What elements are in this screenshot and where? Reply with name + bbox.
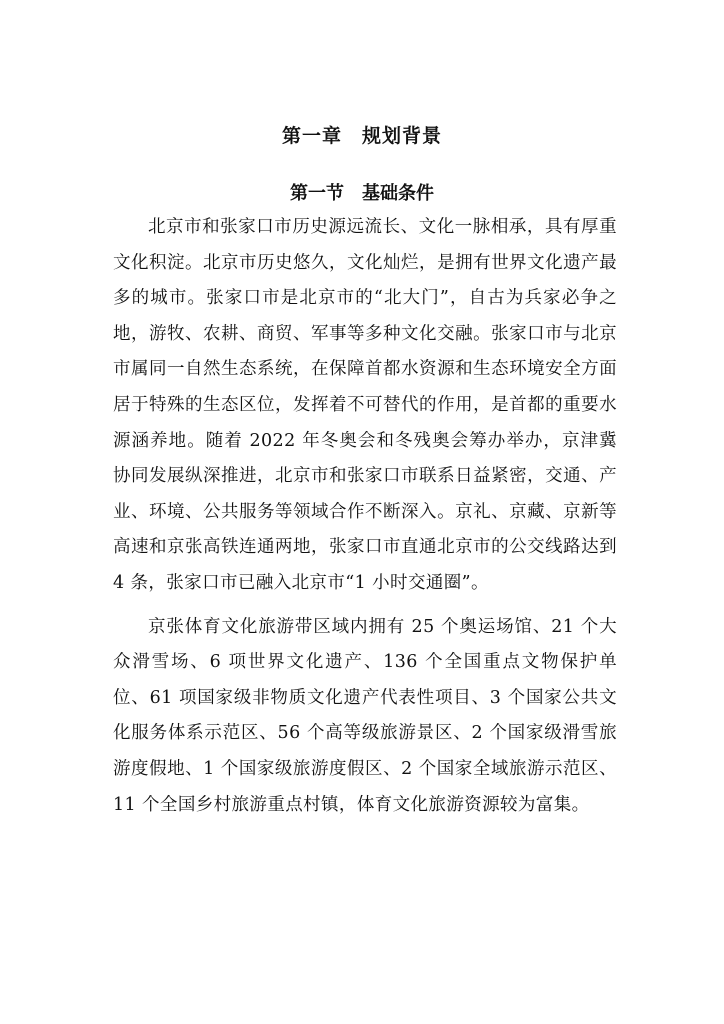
paragraph-resources: 京张体育文化旅游带区域内拥有 25 个奥运场馆、21 个大众滑雪场、6 项世界文化遗产、136 个全国重点文物保护单位、61 项国家级非物质文化遗产代表性项目、3 个国家公共文化服务体系示范区、56 个高等级旅游景区、2 个国家级滑雪旅游度假地、1 个国家级旅游度假区、2 个国家全域旅游示范区、11 个全国乡村旅游重点村镇，体育文化旅游资源较为富集。 [113,616,617,815]
body-text [113,210,617,823]
paragraph-background: 北京市和张家口市历史源远流长、文化一脉相承，具有厚重文化积淀。北京市历史悠久，文化灿烂，是拥有世界文化遗产最多的城市。张家口市是北京市的“北大门”，自古为兵家必争之地，游牧、农耕、商贸、军事等多种文化交融。张家口市与北京市属同一自然生态系统，在保障首都水资源和生态环境安全方面居于特殊的生态区位，发挥着不可替代的作用，是首都的重要水源涵养地。随着 2022 年冬奥会和冬残奥会筹办举办，京津冀协同发展纵深推进，北京市和张家口市联系日益紧密，交通、产业、环境、公共服务等领域合作不断深入。京礼、京藏、京新等高速和京张高铁连通两地，张家口市直通北京市的公交线路达到 4 条，张家口市已融入北京市“1 小时交通圈”。 [113,217,617,593]
section-title: 第一节 基础条件 [290,183,434,204]
chapter-title: 第一章 规划背景 [281,125,442,147]
